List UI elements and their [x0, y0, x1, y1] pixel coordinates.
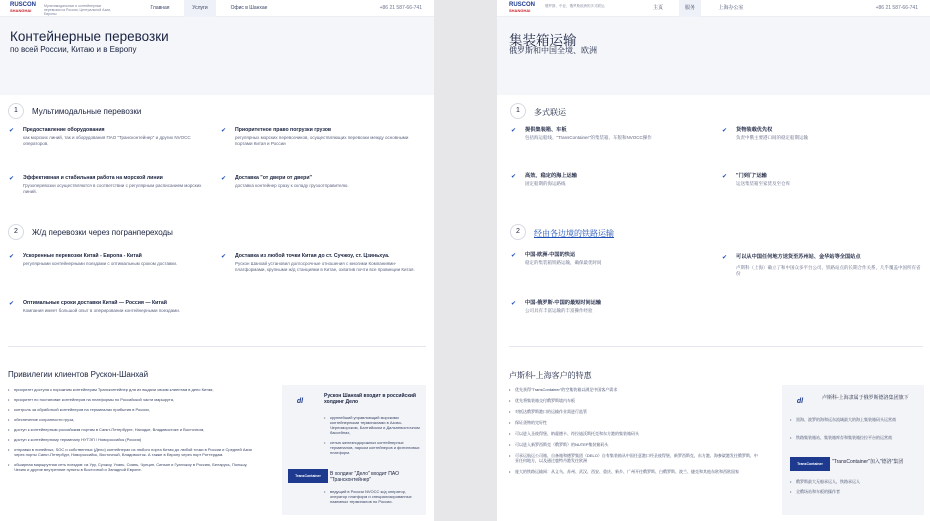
delo-logo-icon: dl [796, 398, 804, 405]
ruscon-logo[interactable]: RUSCON SHANGHAI [10, 2, 37, 13]
header-tagline: Мультимодальные и контейнерные перевозки из России, Центральной Азии, Европы [44, 4, 111, 16]
page-zh: RUSCON SHANGHAI 俄罗斯、中亚、俄罗斯欧洲的多式联运 主页 服务 上海办公室 +86 21 587-66-741 集装箱运输 俄罗斯和中国全境、欧洲 1 多式联运 ✔ 提供集装箱、车板 包括海运船线、"TransContainer"的集装箱、车版和NVOCC操作 ✔ 货物装载优先权 负责中俄主要港口间的稳定船期运输 ✔ 高效、稳定的海上运输 固定船期的海运路线 ✔ "门到门"运输 运送集装箱至家货及至仓库 2 经由各边境的铁路运输 ✔ 中国-欧洲-中国的快运 稳定的集装箱铁路运输，确保最优时间 ✔ 可以从中国任何地方送货至苏州站、金华站等全国站点 卢斯科（上海）确立了和中国众多平台公司、铁路站点的长期合作关系，几乎覆盖中国所有省份 ✔ 中国-俄罗斯-中国的最短时间运输 公司具有丰富运输的丰富操作经验 卢斯科-上海客户的特惠 • 优先获得"TransContainer"的空集装箱以满足中国客户需求 • 优先将集装箱交付俄罗斯境内车板 • 对抵达俄罗斯港口的运输作业需进行监管 • 保证货物的完好性 • 可以进入圣彼得堡、纳霍德卡、符拉迪沃斯托克和东方港的集装箱码头 • 可以进入新罗西斯克（俄罗斯）的NUTEP集装箱码头 • 可承运航运公司箱、自备箱和德罗集团（DELO）自有集装箱从中国任意港口经圣彼得堡、新罗西斯克、东方港、海参崴港发往俄罗斯、中亚任何地方，以及通过鹿特丹港发往欧洲 • 庞大的铁路运输网：从义乌、苏州、武汉、西安、重庆、新乡、广州开往俄罗斯、白俄罗斯、波兰、捷克和其他东欧和西欧国家 dl 卢斯科-上海隶属于俄罗斯德洛集团旗下 • 黑海、波罗的海和远东流域最大的海上集装箱码头运营商 • 铁路集装箱站、集装箱库存和集装箱拉拉平台的运营商 TransContainer "TransContainer"加入"德洛"集团 • 俄罗斯最大无船承运人，铁路承运人 • 全俄场站和车板的操作者 [497, 0, 930, 521]
privileges-title: Привилегии клиентов Рускон-Шанхай [8, 370, 149, 379]
section-title-rail: Ж/д перевозки через погранпереходы [32, 228, 173, 237]
list-item: • обеспечение сохранности груза, [8, 417, 260, 422]
check-icon: ✔ [9, 301, 15, 307]
nav-services[interactable]: Услуги [184, 0, 216, 17]
privileges-title: 卢斯科-上海客户的特惠 [509, 371, 592, 380]
list-item: • контроль за обработкой контейнеров на терминалах прибытия в России, [8, 407, 260, 412]
list-item: • доступ к контейнерным российским портам в Санкт-Петербурге, Находке, Владивостоке и Восточном, [8, 427, 260, 432]
header-phone[interactable]: +86 21 587-66-741 [875, 5, 918, 11]
page-title: Контейнерные перевозки [10, 29, 169, 44]
check-icon: ✔ [722, 174, 728, 180]
section-number-2: 2 [8, 224, 24, 240]
delo-logo-icon: dl [296, 398, 304, 405]
check-icon: ✔ [511, 301, 517, 307]
check-icon: ✔ [9, 254, 15, 260]
check-icon: ✔ [511, 128, 517, 134]
section-number-1: 1 [8, 103, 24, 119]
list-item: • 优先将集装箱交付俄罗斯境内车板 [509, 398, 759, 403]
check-icon: ✔ [9, 128, 15, 134]
page-subtitle: по всей России, Китаю и в Европу [10, 45, 137, 54]
list-item: • 庞大的铁路运输网：从义乌、苏州、武汉、西安、重庆、新乡、广州开往俄罗斯、白俄罗斯、波兰、捷克和其他东欧和西欧国家 [509, 469, 759, 474]
check-icon: ✔ [511, 253, 517, 259]
section-title-rail[interactable]: 经由各边境的铁路运输 [534, 229, 614, 238]
section-number-1: 1 [510, 103, 526, 119]
ruscon-logo[interactable]: RUSCON SHANGHAI [509, 2, 536, 13]
check-icon: ✔ [722, 255, 728, 261]
list-item: • 优先获得"TransContainer"的空集装箱以满足中国客户需求 [509, 387, 759, 392]
holding-card: dl Рускон Шанхай входит в российский холдинг Дело • крупнейший управляющий морскими контейнерными терминалами в Азово-Черноморском, Балтийском и Дальневосточном бассейнах, • сетью железнодорожных контейнерных терминалов, парком контейнеров и фитинговых платформ. TransContainer В холдинг "Дело" входит ПАО "Трансконтейнер" • ведущий в России NVOCC ж/д оператор, оператор платформ и специализированных наземных терминалов по России. [282, 385, 426, 515]
header-phone[interactable]: +86 21 587-66-741 [379, 5, 422, 11]
check-icon: ✔ [722, 128, 728, 134]
page-title: 集装箱运输 [509, 33, 577, 48]
check-icon: ✔ [221, 128, 227, 134]
list-item: • 可承运航运公司箱、自备箱和德罗集团（DELO）自有集装箱从中国任意港口经圣彼得堡、新罗西斯克、东方港、海参崴港发往俄罗斯、中亚任何地方，以及通过鹿特丹港发往欧洲 [509, 453, 759, 463]
nav-home[interactable]: 主页 [652, 5, 663, 11]
divider [8, 346, 426, 347]
check-icon: ✔ [221, 254, 227, 260]
section-title-multimodal: Мультимодальные перевозки [32, 107, 142, 116]
hero [497, 17, 930, 95]
list-item: • 对抵达俄罗斯港口的运输作业需进行监管 [509, 409, 759, 414]
page-ru: RUSCON SHANGHAI Мультимодальные и контейнерные перевозки из России, Центральной Азии, Европы Главная Услуги Офис в Шанхае +86 21 587-66-741 Контейнерные перевозки по всей России, Китаю и в Европу 1 Мультимодальные перевозки ✔ Предоставление оборудования как морских линий, так и оборудования ПАО "Трансконтейнер" и других NVOCC операторов. ✔ Приоритетное право погрузки грузов регулярных морских перевозчиков, осуществляющих перевозки между основными портами Китая и России ✔ Эффективная и стабильная работа на морской линии Грузоперевозки осуществляются в соответствии с регулярным расписанием морских линий. ✔ Доставка "от двери от двери" доставка контейнер сразу к складу грузоотправителю. 2 Ж/д перевозки через погранпереходы ✔ Ускоренные перевозки Китай - Европа - Китай регулярными контейнерными поездами с оптимальным сроком доставки. ✔ Доставка из любой точки Китая до ст. Сучжоу, ст. Цзиньхуа. Рускон Шанхай установил долгосрочные отношения с многими Компаниями-платформами, крупными ж/д станциями в Китае, охватив почти все провинции Китая. ✔ Оптимальные сроки доставки Китай — Россия — Китай Компания имеет большой опыт в оперировании контейнерными поездами. Привилегии клиентов Рускон-Шанхай • приоритет доступа к порожним контейнерам Трансконтейнер для их выдачи своим клиентам в депо Китая; • приоритет по постановке контейнеров на платформы по Российской части маршрута, • контроль за обработкой контейнеров на терминалах прибытия в России, • обеспечение сохранности груза, • доступ к контейнерным российским портам в Санкт-Петербурге, Находке, Владивостоке и Восточном, • доступ к контейнерному терминалу НУТЭП / Новороссийск (Россия) • отправки в линейных, SOC и собственных (Дело) контейнерах из любого порта Китая до любой точки в России и Средней Азии через порты Санкт-Петербург, Новороссийск, Восточный, Владивосток. А также в Европу через порт Роттердам. • обширная маршрутная сеть поездов: из Уру, Сучжоу, Ухань, Сиань, Чунцин, Синьян и Гуанчжоу в Россию, Беларусь, Польшу, Чехию и другие внутренние пункты в Восточной и Западной Европе. dl Рускон Шанхай входит в российский холдинг Дело • крупнейший управляющий морскими контейнерными терминалами в Азово-Черноморском, Балтийском и Дальневосточном бассейнах, • сетью железнодорожных контейнерных терминалов, парком контейнеров и фитинговых платформ. TransContainer В холдинг "Дело" входит ПАО "Трансконтейнер" • ведущий в России NVOCC ж/д оператор, оператор платформ и специализированных наземных терминалов по России. [0, 0, 434, 521]
privileges-list [509, 387, 759, 480]
header-tagline: 俄罗斯、中亚、俄罗斯欧洲的多式联运 [545, 4, 605, 8]
nav-shanghai-office[interactable]: Офис в Шанхае [230, 5, 268, 11]
list-item: • приоритет доступа к порожним контейнерам Трансконтейнер для их выдачи своим клиентам в депо Китая; [8, 387, 260, 392]
list-item: • приоритет по постановке контейнеров на платформы по Российской части маршрута, [8, 397, 260, 402]
site-header [0, 0, 434, 17]
hero [0, 17, 434, 95]
transcontainer-logo: TransContainer [288, 469, 328, 483]
list-item: • 可以进入圣彼得堡、纳霍德卡、符拉迪沃斯托克和东方港的集装箱码头 [509, 431, 759, 436]
list-item: • доступ к контейнерному терминалу НУТЭП / Новороссийск (Россия) [8, 437, 260, 442]
list-item: • обширная маршрутная сеть поездов: из Уру, Сучжоу, Ухань, Сиань, Чунцин, Синьян и Гуанчжоу в Россию, Беларусь, Польшу, Чехию и другие внутренние пункты в Восточной и Западной Европе. [8, 462, 260, 472]
nav-services[interactable]: 服务 [679, 0, 701, 17]
panel-gap [434, 0, 497, 521]
page-subtitle: 俄罗斯和中国全境、欧洲 [509, 46, 597, 55]
list-item: • 保证货物的完好性 [509, 420, 759, 425]
check-icon: ✔ [221, 176, 227, 182]
list-item: • 可以进入新罗西斯克（俄罗斯）的NUTEP集装箱码头 [509, 442, 759, 447]
section-number-2: 2 [510, 224, 526, 240]
nav-home[interactable]: Главная [150, 5, 170, 11]
privileges-list [8, 387, 260, 477]
holding-card: dl 卢斯科-上海隶属于俄罗斯德洛集团旗下 • 黑海、波罗的海和远东流域最大的海上集装箱码头运营商 • 铁路集装箱站、集装箱库存和集装箱拉拉平台的运营商 TransContainer "TransContainer"加入"德洛"集团 • 俄罗斯最大无船承运人，铁路承运人 • 全俄场站和车板的操作者 [782, 385, 924, 515]
section-title-multimodal: 多式联运 [534, 108, 566, 117]
site-header [497, 0, 930, 17]
check-icon: ✔ [9, 176, 15, 182]
check-icon: ✔ [511, 174, 517, 180]
list-item: • отправки в линейных, SOC и собственных (Дело) контейнерах из любого порта Китая до любой точки в России и Средней Азии через порты Санкт-Петербург, Новороссийск, Восточный, Владивосток. А также в Европу через порт Роттердам. [8, 447, 260, 457]
transcontainer-logo: TransContainer [790, 457, 830, 471]
nav-shanghai-office[interactable]: 上海办公室 [718, 5, 744, 11]
divider [509, 346, 923, 347]
